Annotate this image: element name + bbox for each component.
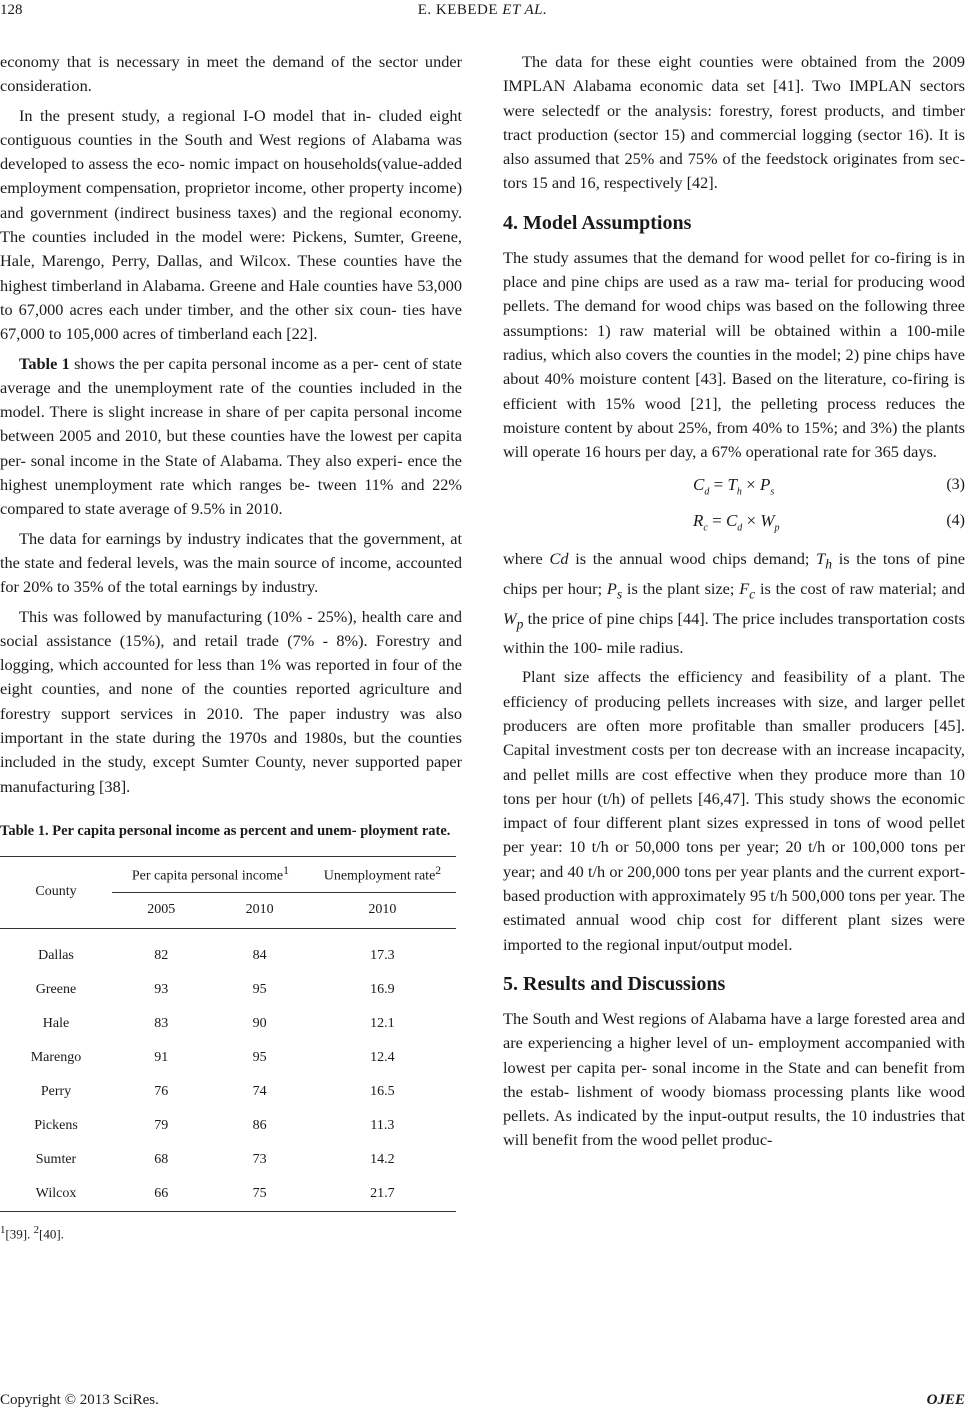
table-header-year: 2010 bbox=[210, 892, 308, 928]
section-heading: 5. Results and Discussions bbox=[503, 972, 726, 995]
equation-number: (3) bbox=[946, 476, 965, 494]
table-row: Perry 76 74 16.5 bbox=[40, 1083, 395, 1099]
table-header-year: 2005 bbox=[112, 892, 210, 928]
equation-3: $C_d = T_h \times P_s$ (3) bbox=[693, 475, 965, 498]
equation-number: (4) bbox=[946, 512, 965, 530]
paragraph: The data for earnings by industry indicates that the government, at the state and federal levels, was the main source of income, accounted for 20% to 35% of the total earnings by industry. bbox=[0, 528, 462, 597]
table-row: Sumter 68 73 14.2 bbox=[35, 1151, 395, 1167]
paragraph bbox=[0, 352, 462, 522]
section-heading: 4. Model Assumptions bbox=[503, 211, 692, 234]
page-number: 128 bbox=[0, 2, 23, 18]
table-row bbox=[0, 928, 456, 939]
running-header-authors: E. KEBEDE bbox=[417, 2, 499, 18]
table-row: Hale 83 90 12.1 bbox=[42, 1015, 395, 1031]
table-caption: Table 1. Per capita personal income as percent and unem- ployment rate. bbox=[0, 822, 451, 839]
equation-4: $R_c = C_d \times W_p$ (4) bbox=[693, 511, 965, 534]
paragraph: The study assumes that the demand for wood pellet for co-firing is in place and pine chips are used as a raw ma- terial for producing wood pellets. The demand for wood chips was based on the following three assumptions: 1) raw material will be obtained within a 100-mile radius, which also covers the counties in the model; 2) pine chips have about 40% moisture content [43]. Based on the literature, co-firing is efficient with 15% wood [21], the pelleting process reduces the moisture content by about 25%, from 40% to 15%; and 3%) the plants will operate 16 hours per day, a 67% operational rate for 365 days. bbox=[503, 247, 965, 462]
table-row: Marengo 91 95 12.4 bbox=[30, 1049, 395, 1065]
paragraph: Plant size affects the efficiency and feasibility of a plant. The efficiency of producing pellets increases with size, and larger pellet producers are often more profitable than smaller producers [45]. Capital investment costs per ton decrease with an increase incapacity, and pellet mills are cost effective when they produce more than 10 tons per hour (t/h) of pellets [46,47]. This study shows the economic impact of four different plant sizes expressed in tons of wood pellet per year: 10 t/h or 50,000 tons per year; 20 t/h or 100,000 tons per year; and 40 t/h or 200,000 tons per year plants and the current export-based production with approximately 95 t/h 500,000 tons per year. The estimated annual wood chip cost for different plant sizes were imported to the regional input/output model. bbox=[503, 667, 965, 954]
paragraph: In the present study, a regional I-O model that in- cluded eight contiguous counties in the South and West regions of Alabama was developed to assess the eco- nomic impact on households(value-added employment compensation, proprietor income, other property income) and government (indirect business taxes) and the regional economy. The counties included in the model were: Pickens, Sumter, Greene, Hale, Marengo, Perry, Dallas, and Wilcox. These counties have the highest timberland in Alabama. Greene and Hale counties have 53,000 to 67,000 acres each under timber, and the other six coun- ties have 67,000 to 105,000 acres of timberland each [22]. bbox=[0, 105, 462, 344]
table-row: Pickens 79 86 11.3 bbox=[34, 1117, 395, 1133]
table-header-year: 2010 bbox=[309, 892, 456, 928]
table-reference: Table 1 bbox=[19, 353, 70, 373]
table-row: Greene 93 95 16.9 bbox=[35, 981, 395, 997]
table-footnote: $^1$[39]. $^2$[40]. bbox=[0, 1223, 64, 1242]
paragraph: The South and West regions of Alabama have a large forested area and are experiencing a higher level of un- employment accompanied with lowest per capita per- sonal income in the State and can benefit from the estab- lishment of woody biomass processing plants like wood pellets. As indicated by the input-output results, the 10 industries that will benefit from the wood pellet produc- bbox=[503, 1008, 965, 1150]
running-header bbox=[0, 2, 965, 19]
left-column bbox=[0, 50, 462, 1247]
table-header-unemployment: Unemployment rate$^2$ bbox=[309, 856, 456, 892]
paragraph: where Cd is the annual wood chips demand; $T_h$ is the tons of pine chips per hour; $P_s$ is the plant size; $F_c$ is the cost of raw material; and $W_p$ the price of pine chips [44]. The price includes transportation costs within the 100- mile radius. bbox=[503, 549, 965, 658]
table-header-income: Per capita personal income$^1$ bbox=[112, 856, 309, 892]
journal-name: OJEE bbox=[926, 1392, 965, 1408]
paragraph: economy that is necessary in meet the demand of the sector under consideration. bbox=[0, 52, 462, 96]
paragraph: This was followed by manufacturing (10% - 25%), health care and social assistance (15%), and retail trade (7% - 8%). Forestry and logging, which accounted for less than 1% was reported in four of the eight counties, and none of the counties reported agriculture and forestry support services in 2010. The paper industry was also important in the state during the 1970s and 1980s, but the counties included in the study, except Sumter County, never supported paper manufacturing [38]. bbox=[0, 606, 462, 796]
copyright: Copyright © 2013 SciRes. bbox=[0, 1392, 159, 1408]
paragraph-text: shows the per capita personal income as a per- cent of state average and the unemployment rate of the counties included in the model. There is slight increase in share of per capita personal income between 2005 and 2010, but these counties have the lowest per capita per- sonal income in the State of Alabama. They also experi- ence the highest unemployment rate which ranges be- tween 11% and 22% compared to state average of 9.5% in 2010. bbox=[0, 353, 462, 519]
running-header-etal: ET AL. bbox=[502, 2, 548, 18]
table-row: Wilcox 66 75 21.7 bbox=[0, 1177, 456, 1212]
table-row: Dallas 82 84 17.3 bbox=[38, 947, 395, 963]
table-header-county: County bbox=[0, 856, 112, 928]
paragraph: The data for these eight counties were obtained from the 2009 IMPLAN Alabama economic data set [41]. Two IMPLAN sectors were selectedf or the analysis: forestry, forest products, and timber tract production (sector 15) and commercial logging (sector 16). It is also assumed that 25% and 75% of the feedstock originates from sec- tors 15 and 16, respectively [42]. bbox=[503, 52, 965, 193]
income-table bbox=[0, 856, 456, 1212]
right-column bbox=[503, 50, 965, 1158]
